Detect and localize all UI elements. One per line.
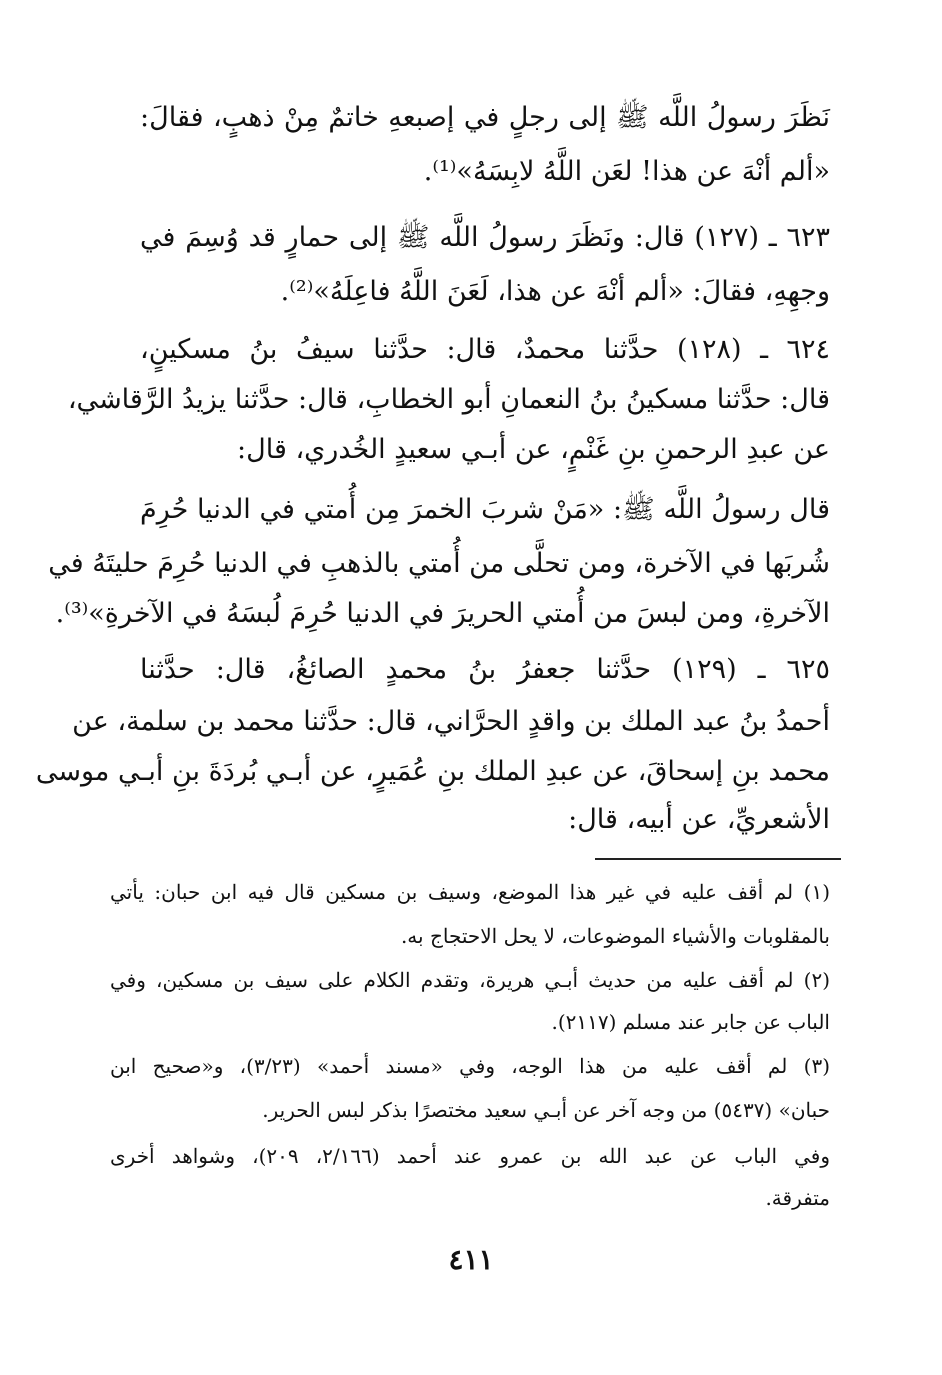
text-line: شُربَها في الآخرة، ومن تحلَّى من أُمتي بالذهبِ في الدنيا حُرِمَ حليتَهُ في — [48, 548, 830, 579]
text-line: ٦٢٥ ـ (١٢٩) حدَّثنا جعفرُ بنُ محمدٍ الصائغُ، قال: حدَّثنا — [140, 654, 830, 685]
text-line: «ألم أنْهَ عن هذا! لعَن اللَّهُ لابِسَهُ»⁽¹⁾. — [423, 156, 830, 187]
text-line: أحمدُ بنُ عبد الملك بن واقدٍ الحرَّاني، قال: حدَّثنا محمد بن سلمة، عن — [72, 706, 830, 737]
text-line: ٦٢٤ ـ (١٢٨) حدَّثنا محمدٌ، قال: حدَّثنا سيفُ بنُ مسكينٍ، — [140, 334, 831, 365]
page-number: ٤١١ — [448, 1243, 494, 1276]
text-line: الآخرةِ، ومن لبسَ من أُمتي الحريرَ في الدنيا حُرِمَ لُبسَهُ في الآخرةِ»⁽³⁾. — [55, 598, 830, 629]
text-line: وجهِهِ، فقالَ: «ألم أنْهَ عن هذا، لَعَنَ اللَّهُ فاعِلَهُ»⁽²⁾. — [280, 276, 830, 307]
footnote-line: متفرقة. — [765, 1186, 830, 1210]
text-line: قال رسولُ اللَّه ﷺ: «مَنْ شربَ الخمرَ مِن أُمتي في الدنيا حُرِمَ — [140, 494, 830, 525]
footnote-line: بالمقلوبات والأشياء الموضوعات، لا يحل الاحتجاج به. — [400, 924, 830, 948]
footnote-line: الباب عن جابر عند مسلم (٢١١٧). — [551, 1010, 830, 1034]
text-line: نَظَرَ رسولُ اللَّه ﷺ إلى رجلٍ في إصبعهِ خاتمٌ مِنْ ذهبٍ، فقالَ: — [140, 102, 830, 133]
text-line: ٦٢٣ ـ (١٢٧) قال: ونَظَرَ رسولُ اللَّه ﷺ إلى حمارٍ قد وُسِمَ في — [140, 222, 831, 253]
footnote-separator — [595, 858, 841, 860]
footnote-line: (٣) لم أقف عليه من هذا الوجه، وفي «مسند أحمد» (٣/٢٣)، و«صحيح ابن — [110, 1054, 830, 1078]
text-line: الأشعريِّ، عن أبيه، قال: — [568, 804, 830, 835]
footnote-line: حبان» (٥٤٣٧) من وجه آخر عن أبـي سعيد مختصرًا بذكر لبس الحرير. — [262, 1098, 830, 1122]
footnote-line: وفي الباب عن عبد الله بن عمرو عند أحمد (٢/١٦٦، ٢٠٩)، وشواهد أخرى — [110, 1144, 831, 1168]
footnote-line: (١) لم أقف عليه في غير هذا الموضع، وسيف بن مسكين قال فيه ابن حبان: يأتي — [110, 880, 830, 904]
text-line: عن عبدِ الرحمنِ بنِ غَنْمٍ، عن أبـي سعيدٍ الخُدري، قال: — [237, 434, 830, 465]
text-line: قال: حدَّثنا مسكينُ بنُ النعمانِ أبو الخطابِ، قال: حدَّثنا يزيدُ الرَّقاشي، — [67, 384, 830, 415]
text-line: محمد بنِ إسحاقَ، عن عبدِ الملك بنِ عُمَيرٍ، عن أبـي بُردَةَ بنِ أبـي موسى — [35, 756, 830, 787]
footnote-line: (٢) لم أقف عليه من حديث أبـي هريرة، وتقدم الكلام على سيف بن مسكين، وفي — [110, 968, 830, 992]
